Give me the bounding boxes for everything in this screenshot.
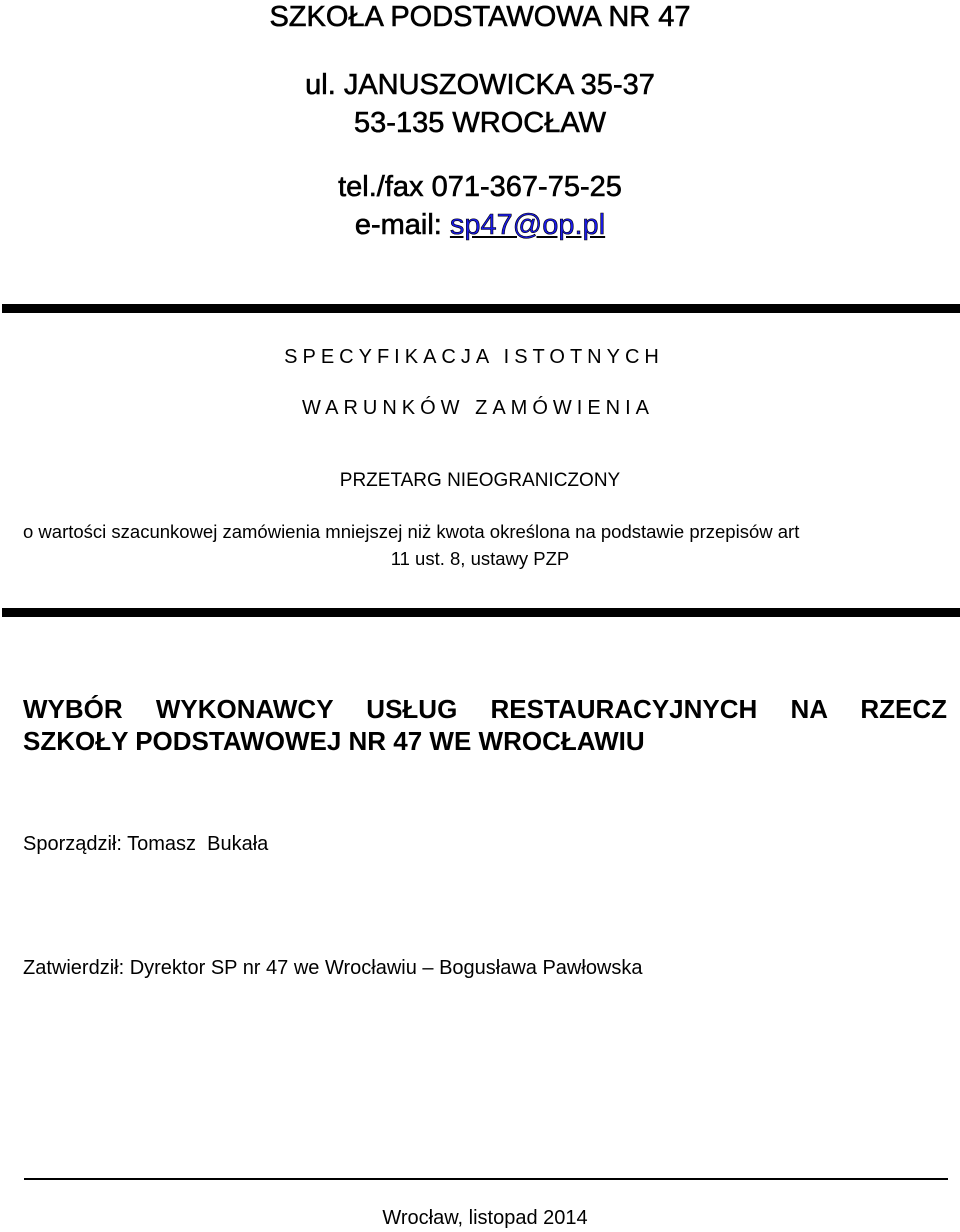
tender-type: PRZETARG NIEOGRANICZONY: [339, 470, 621, 491]
city-address: 53-135 WROCŁAW: [354, 107, 606, 139]
spec-title-line2: WARUNKÓW ZAMÓWIENIA: [301, 397, 655, 419]
place-date: Wrocław, listopad 2014: [382, 1207, 588, 1229]
prepared-by: Sporządził: Tomasz Bukała: [23, 833, 269, 855]
value-description-line2: 11 ust. 8, ustawy PZP: [390, 548, 570, 569]
spec-title-line1: SPECYFIKACJA ISTOTNYCH: [284, 346, 664, 368]
street-address: ul. JANUSZOWICKA 35-37: [305, 69, 655, 101]
phone-fax: tel./fax 071-367-75-25: [338, 171, 622, 203]
email-link[interactable]: sp47@op.pl: [449, 209, 606, 241]
email-line: [0, 208, 960, 242]
email-label: e-mail:: [354, 209, 442, 241]
top-divider: [2, 304, 960, 313]
footer-divider: [24, 1178, 948, 1180]
school-name: SZKOŁA PODSTAWOWA NR 47: [269, 1, 691, 33]
subject-line1: WYBÓR WYKONAWCY USŁUG RESTAURACYJNYCH NA RZECZ: [23, 694, 947, 724]
middle-divider: [2, 608, 960, 617]
value-description-line1: o wartości szacunkowej zamówienia mniejszej niż kwota określona na podstawie przepisów art: [23, 521, 800, 542]
approved-by: Zatwierdził: Dyrektor SP nr 47 we Wrocławiu – Bogusława Pawłowska: [23, 957, 643, 979]
subject-line2: SZKOŁY PODSTAWOWEJ NR 47 WE WROCŁAWIU: [23, 726, 645, 756]
